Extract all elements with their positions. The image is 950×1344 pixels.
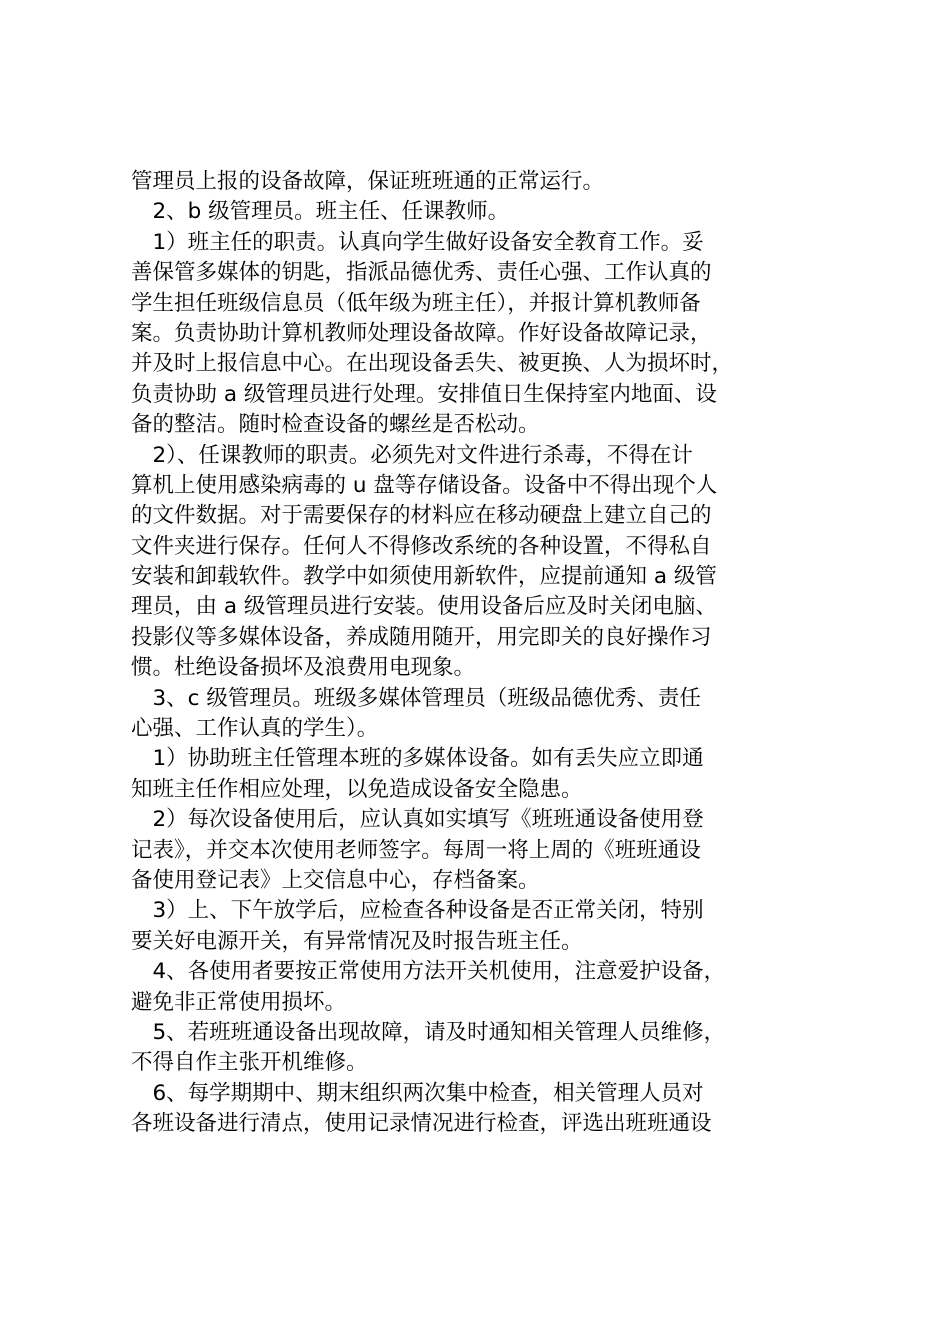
text-line: 投影仪等多媒体设备，养成随用随开，用完即关的良好操作习: [131, 624, 712, 650]
text-line: 安装和卸载软件。教学中如须使用新软件，应提前通知 a 级管: [131, 564, 717, 590]
text-line: 备使用登记表》上交信息中心，存档备案。: [131, 867, 540, 893]
text-line: 善保管多媒体的钥匙，指派品德优秀、责任心强、工作认真的: [131, 260, 712, 286]
text-line: 不得自作主张开机维修。: [131, 1050, 368, 1076]
text-line: 惯。杜绝设备损坏及浪费用电现象。: [131, 655, 476, 681]
text-line: 管理员上报的设备故障，保证班班通的正常运行。: [131, 169, 605, 194]
text-line: 要关好电源开关，有异常情况及时报告班主任。: [131, 928, 583, 954]
text-line: 2）每次设备使用后，应认真如实填写《班班通设备使用登: [131, 807, 704, 833]
text-line: 记表》，并交本次使用老师签字。每周一将上周的《班班通设: [131, 837, 701, 863]
text-line: 的文件数据。对于需要保存的材料应在移动硬盘上建立自己的: [131, 503, 712, 529]
text-line: 算机上使用感染病毒的 u 盘等存储设备。设备中不得出现个人: [131, 472, 718, 498]
text-line: 理员，由 a 级管理员进行安装。使用设备后应及时关闭电脑、: [131, 594, 717, 620]
body-text: [131, 167, 843, 1140]
text-line: 3）上、下午放学后，应检查各种设备是否正常关闭，特别: [131, 898, 704, 924]
text-line: 并及时上报信息中心。在出现设备丢失、被更换、人为损坏时，: [131, 351, 734, 377]
text-line: 5、若班班通设备出现故障，请及时通知相关管理人员维修，: [131, 1019, 726, 1045]
text-line: 各班设备进行清点，使用记录情况进行检查，评选出班班通设: [131, 1111, 712, 1137]
text-line: 知班主任作相应处理，以免造成设备安全隐患。: [131, 776, 583, 802]
text-line: 心强、工作认真的学生）。: [131, 716, 379, 742]
text-line: 2）、任课教师的职责。必须先对文件进行杀毒，不得在计: [131, 442, 693, 468]
text-line: 4、各使用者要按正常使用方法开关机使用，注意爱护设备，: [131, 959, 726, 985]
text-line: 负责协助 a 级管理员进行处理。安排值日生保持室内地面、设: [131, 381, 717, 407]
text-line: 1）协助班主任管理本班的多媒体设备。如有丢失应立即通: [131, 746, 704, 772]
text-line: 2、b 级管理员。班主任、任课教师。: [131, 199, 510, 225]
text-line: 6、每学期期中、期末组织两次集中检查，相关管理人员对: [131, 1080, 704, 1106]
text-line: 文件夹进行保存。任何人不得修改系统的各种设置，不得私自: [131, 533, 712, 559]
text-line: 避免非正常使用损坏。: [131, 989, 347, 1015]
text-line: 学生担任班级信息员（低年级为班主任），并报计算机教师备: [131, 290, 701, 316]
text-line: 1）班主任的职责。认真向学生做好设备安全教育工作。妥: [131, 229, 704, 255]
text-line: 备的整洁。随时检查设备的螺丝是否松动。: [131, 412, 540, 438]
text-line: 3、c 级管理员。班级多媒体管理员（班级品德优秀、责任: [131, 685, 701, 711]
text-line: 案。负责协助计算机教师处理设备故障。作好设备故障记录，: [131, 320, 712, 346]
